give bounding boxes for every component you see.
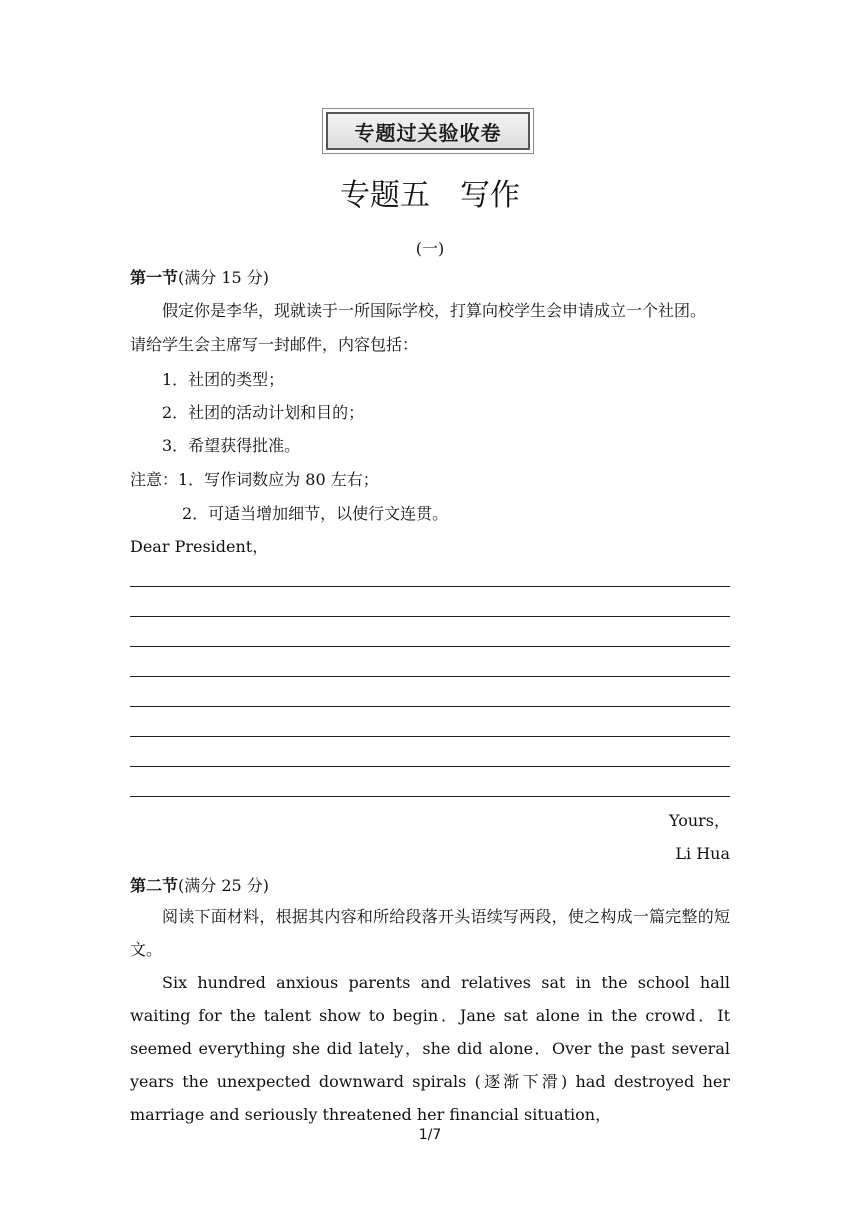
answer-line <box>130 736 730 737</box>
page-title: 专题五 写作 <box>340 178 520 213</box>
requirement-item: 2．社团的活动计划和目的； <box>162 403 365 422</box>
section2-score: (满分 25 分) <box>178 876 270 895</box>
answer-line <box>130 706 730 707</box>
prompt-line-2: 请给学生会主席写一封邮件，内容包括： <box>130 335 419 354</box>
answer-line <box>130 766 730 767</box>
letter-greeting: Dear President， <box>130 537 269 556</box>
answer-line <box>130 616 730 617</box>
exam-badge <box>322 108 534 154</box>
answer-line <box>130 586 730 587</box>
reading-passage: Six hundred anxious parents and relatives sat in the school hall waiting for the talent show to begin．Jane sat alone in the crowd．It seemed everything she did lately，she did alone．Over the past several years the unexpected downward spirals (逐渐下滑) had destroyed her marriage and seriously threatened her financial situation， <box>130 973 731 1124</box>
prompt-line-1: 假定你是李华，现就读于一所国际学校，打算向校学生会申请成立一个社团。 <box>162 301 707 320</box>
section2-instruction: 阅读下面材料，根据其内容和所给段落开头语续写两段，使之构成一篇完整的短文。 <box>130 907 730 959</box>
section1-label: 第一节 <box>130 268 179 287</box>
section2-label: 第二节 <box>130 876 179 895</box>
requirement-item: 1．社团的类型； <box>162 370 285 389</box>
part-number: (一) <box>415 239 445 258</box>
exam-badge-text: 专题过关验收卷 <box>326 112 530 150</box>
letter-signature: Li Hua <box>675 844 730 863</box>
answer-line <box>130 676 730 677</box>
note-line-2: 2．可适当增加细节，以使行文连贯。 <box>182 504 449 523</box>
section1-score: (满分 15 分) <box>178 268 270 287</box>
section1-heading <box>130 268 269 288</box>
section2-heading <box>130 876 269 896</box>
requirement-item: 3．希望获得批准。 <box>162 436 301 455</box>
note-line-1: 注意：1．写作词数应为 80 左右； <box>130 470 379 489</box>
page-number: 1/7 <box>418 1127 442 1143</box>
letter-closing: Yours， <box>669 811 730 830</box>
answer-line <box>130 646 730 647</box>
answer-line <box>130 796 730 797</box>
